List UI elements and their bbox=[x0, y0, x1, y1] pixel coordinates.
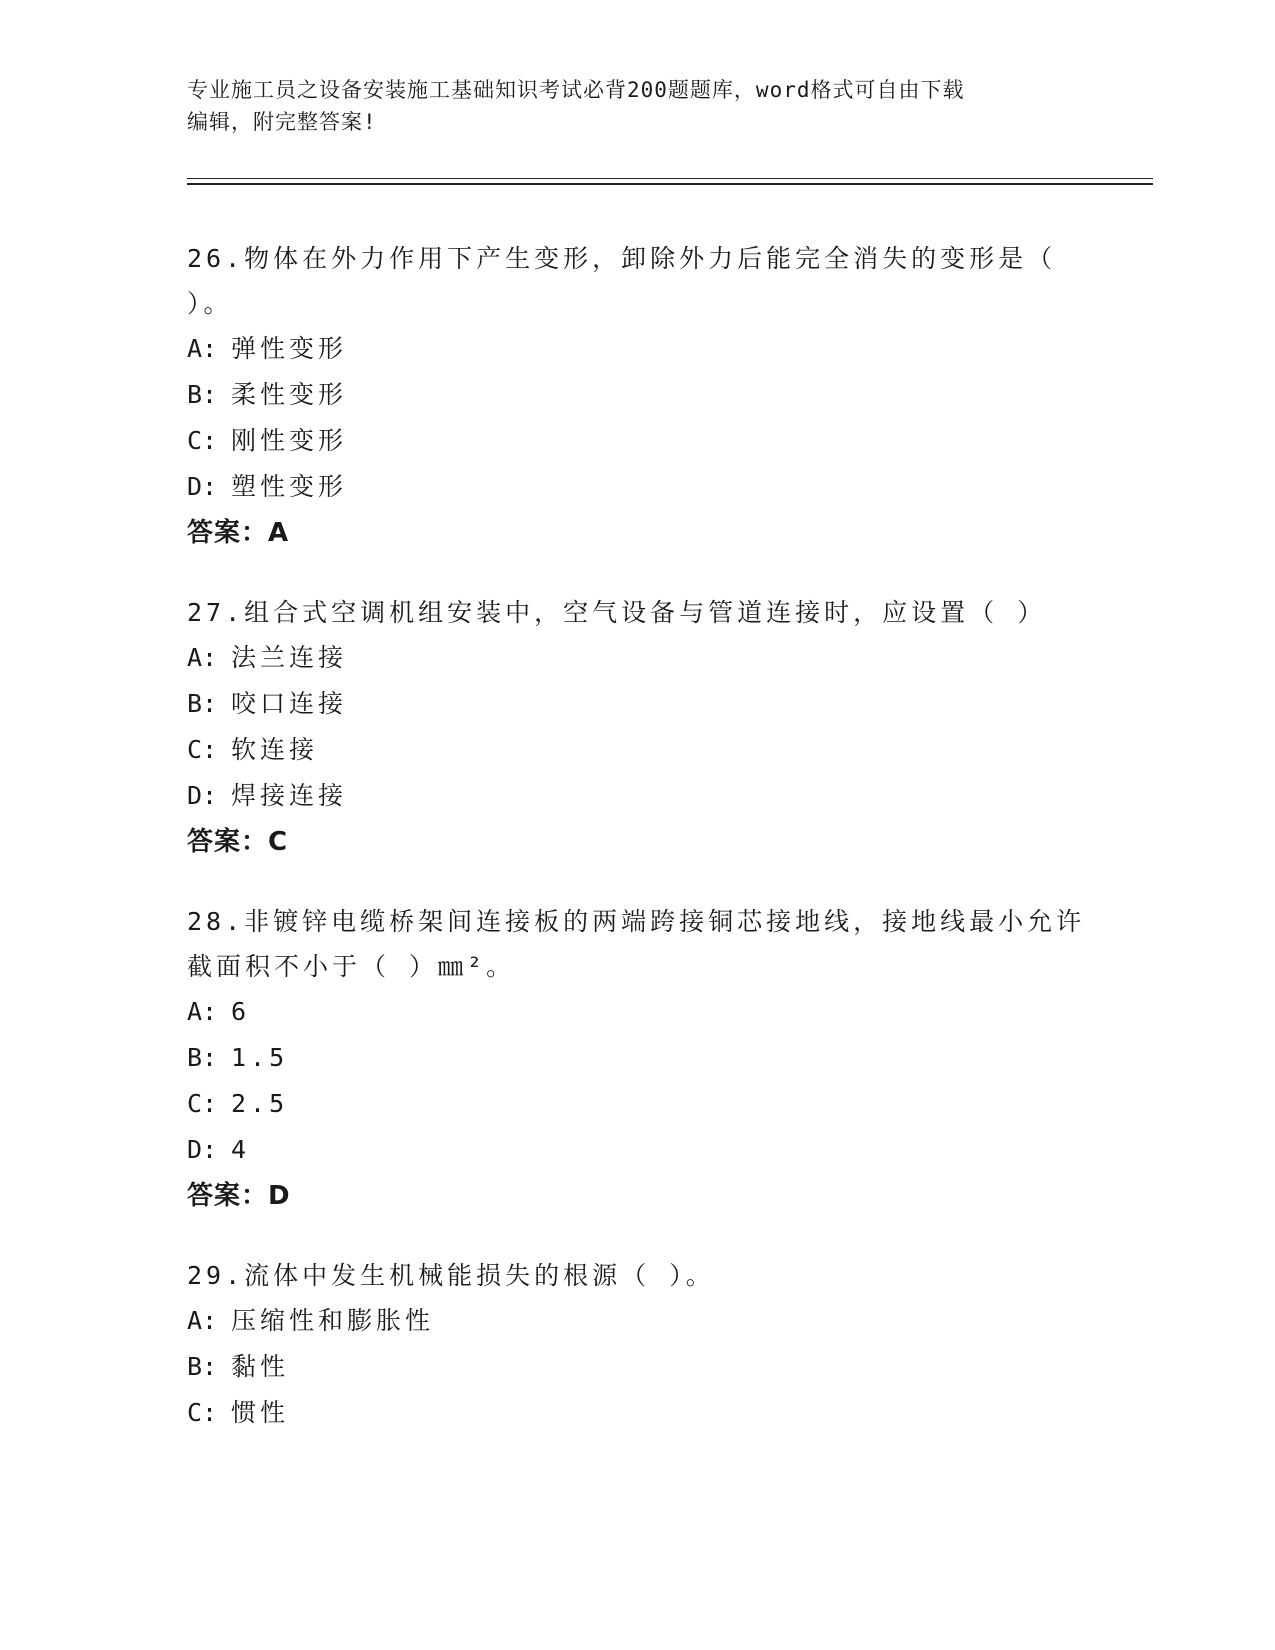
option-a bbox=[187, 1298, 1087, 1344]
option-key: B: bbox=[187, 1352, 218, 1381]
option-text: 塑性变形 bbox=[231, 472, 348, 501]
option-key: B: bbox=[187, 689, 218, 718]
question-stem bbox=[187, 899, 1087, 989]
answer-line: 答案：A bbox=[187, 518, 290, 548]
option-key: C: bbox=[187, 735, 218, 764]
question-stem bbox=[187, 236, 1087, 326]
question-stem bbox=[187, 590, 1087, 635]
option-text: 4 bbox=[231, 1135, 251, 1164]
question-stem-line: 27.组合式空调机组安装中，空气设备与管道连接时，应设置（ ） bbox=[187, 598, 1047, 627]
question-stem-line: 截面积不小于（ ）㎜²。 bbox=[187, 952, 516, 981]
option-key: A: bbox=[187, 643, 218, 672]
question-28 bbox=[187, 899, 1087, 1219]
option-text: 压缩性和膨胀性 bbox=[231, 1306, 435, 1335]
option-a bbox=[187, 989, 1087, 1035]
option-c bbox=[187, 1390, 1087, 1436]
header-divider-thick bbox=[187, 183, 1153, 185]
header-divider-thin bbox=[187, 178, 1153, 179]
option-key: C: bbox=[187, 426, 218, 455]
question-list bbox=[187, 236, 1087, 1470]
option-text: 咬口连接 bbox=[231, 689, 348, 718]
question-29 bbox=[187, 1253, 1087, 1436]
option-text: 法兰连接 bbox=[231, 643, 348, 672]
option-text: 柔性变形 bbox=[231, 380, 348, 409]
option-a bbox=[187, 326, 1087, 372]
answer-line: 答案：D bbox=[187, 1181, 291, 1211]
option-b bbox=[187, 372, 1087, 418]
option-key: D: bbox=[187, 472, 218, 501]
option-text: 惯性 bbox=[231, 1398, 290, 1427]
option-b bbox=[187, 1344, 1087, 1390]
option-text: 2.5 bbox=[231, 1089, 289, 1118]
option-key: A: bbox=[187, 334, 218, 363]
header-title-line-1: 专业施工员之设备安装施工基础知识考试必背200题题库，word格式可自由下载 bbox=[187, 78, 965, 102]
option-key: B: bbox=[187, 380, 218, 409]
option-key: C: bbox=[187, 1089, 218, 1118]
option-b bbox=[187, 1035, 1087, 1081]
option-key: D: bbox=[187, 781, 218, 810]
option-key: D: bbox=[187, 1135, 218, 1164]
option-key: A: bbox=[187, 997, 218, 1026]
option-b bbox=[187, 681, 1087, 727]
option-a bbox=[187, 635, 1087, 681]
option-text: 1.5 bbox=[231, 1043, 289, 1072]
option-text: 6 bbox=[231, 997, 251, 1026]
question-stem-line: 26.物体在外力作用下产生变形，卸除外力后能完全消失的变形是（ bbox=[187, 244, 1057, 273]
option-c bbox=[187, 1081, 1087, 1127]
question-stem-line: ）。 bbox=[187, 289, 233, 318]
option-text: 刚性变形 bbox=[231, 426, 348, 455]
option-d bbox=[187, 773, 1087, 819]
option-d bbox=[187, 1127, 1087, 1173]
option-text: 弹性变形 bbox=[231, 334, 348, 363]
option-key: C: bbox=[187, 1398, 218, 1427]
option-key: A: bbox=[187, 1306, 218, 1335]
option-text: 软连接 bbox=[231, 735, 319, 764]
question-stem-line: 28.非镀锌电缆桥架间连接板的两端跨接铜芯接地线，接地线最小允许 bbox=[187, 907, 1086, 936]
option-c bbox=[187, 727, 1087, 773]
question-27 bbox=[187, 590, 1087, 865]
option-key: B: bbox=[187, 1043, 218, 1072]
question-stem bbox=[187, 1253, 1087, 1298]
option-d bbox=[187, 464, 1087, 510]
header-title-line-2: 编辑，附完整答案! bbox=[187, 110, 377, 134]
document-header bbox=[187, 74, 1087, 138]
option-text: 焊接连接 bbox=[231, 781, 348, 810]
option-c bbox=[187, 418, 1087, 464]
answer-line: 答案：C bbox=[187, 827, 289, 857]
question-26 bbox=[187, 236, 1087, 556]
question-stem-line: 29.流体中发生机械能损失的根源（ ）。 bbox=[187, 1261, 715, 1290]
option-text: 黏性 bbox=[231, 1352, 290, 1381]
